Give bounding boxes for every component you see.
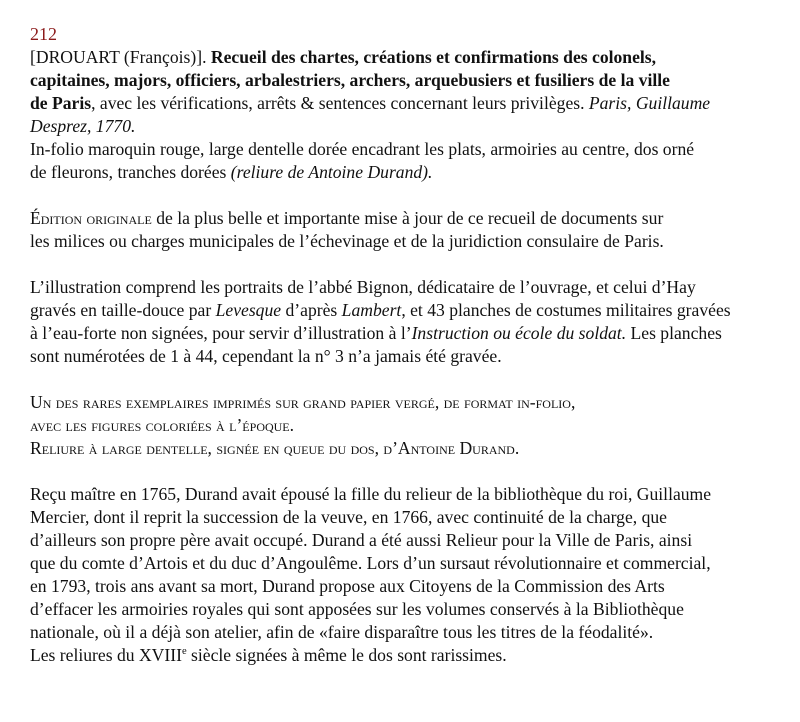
biography-line-7: nationale, où il a déjà son atelier, afin de «faire disparaître tous les titres de la féodalité». xyxy=(30,622,654,642)
engraver-name: Levesque xyxy=(215,300,282,320)
edition-line-2: les milices ou charges municipales de l’échevinage et de la juridiction consulaire de Paris. xyxy=(30,231,664,251)
title-line-3 xyxy=(30,92,770,115)
title-line-1 xyxy=(30,46,770,69)
edition-text: de la plus belle et importante mise à jour de ce recueil de documents sur xyxy=(151,208,664,228)
illustration-text: Les planches xyxy=(626,323,722,343)
catalogue-entry xyxy=(30,46,770,667)
biography-line-6: d’effacer les armoiries royales qui sont apposées sur les volumes conservés à la Bibliothèque xyxy=(30,599,684,619)
biography-text: siècle signées à même le dos sont rarissimes. xyxy=(186,645,507,665)
illustration-line-1: L’illustration comprend les portraits de l’abbé Bignon, dédicataire de l’ouvrage, et celui d’Hay xyxy=(30,277,696,297)
paragraph-gap xyxy=(30,184,770,207)
illustration-line-3 xyxy=(30,322,770,345)
biography-line-3: d’ailleurs son propre père avait occupé. Durand a été aussi Relieur pour la Ville de Paris, ainsi xyxy=(30,530,693,550)
edition-line-1 xyxy=(30,207,770,230)
copy-note-line-3: Reliure à large dentelle, signée en queue du dos, d’Antoine Durand. xyxy=(30,438,520,458)
book-title-cont: capitaines, majors, officiers, arbalestriers, archers, arquebusiers et fusiliers de la ville xyxy=(30,70,670,90)
referenced-work: Instruction ou école du soldat. xyxy=(411,323,627,343)
illustration-line-4: sont numérotées de 1 à 44, cependant la n° 3 n’a jamais été gravée. xyxy=(30,346,502,366)
title-line-2 xyxy=(30,69,770,92)
illustration-text: à l’eau-forte non signées, pour servir d’illustration à l’ xyxy=(30,323,412,343)
paragraph-gap xyxy=(30,368,770,391)
illustration-text: , et 43 planches de costumes militaires gravées xyxy=(401,300,731,320)
biography-line-2: Mercier, dont il reprit la succession de la veuve, en 1766, avec continuité de la charge, que xyxy=(30,507,667,527)
lot-number: 212 xyxy=(30,24,57,44)
binder-attribution: (reliure de Antoine Durand). xyxy=(230,162,433,182)
biography-line-4: que du comte d’Artois et du duc d’Angoulême. Lors d’un sursaut révolutionnaire et commercial, xyxy=(30,553,711,573)
author-name: [DROUART (François)]. xyxy=(30,47,211,67)
paragraph-gap xyxy=(30,460,770,483)
century-superscript: e xyxy=(181,646,187,658)
edition-label: Édition originale xyxy=(30,208,152,228)
binding-text: de fleurons, tranches dorées xyxy=(30,162,231,182)
illustration-line-2 xyxy=(30,299,770,322)
title-description: , avec les vérifications, arrêts & sentences concernant leurs privilèges. xyxy=(91,93,589,113)
artist-name: Lambert xyxy=(341,300,402,320)
binding-line-1: In-folio maroquin rouge, large dentelle dorée encadrant les plats, armoiries au centre, dos orné xyxy=(30,139,695,159)
biography-line-1: Reçu maître en 1765, Durand avait épousé la fille du relieur de la bibliothèque du roi, Guillaume xyxy=(30,484,712,504)
binding-line-2 xyxy=(30,161,770,184)
biography-line-8 xyxy=(30,644,770,667)
illustration-text: gravés en taille-douce par xyxy=(30,300,216,320)
illustration-text: d’après xyxy=(281,300,342,320)
copy-note-line-1: Un des rares exemplaires imprimés sur grand papier vergé, de format in-folio, xyxy=(30,392,576,412)
biography-line-5: en 1793, trois ans avant sa mort, Durand propose aux Citoyens de la Commission des Arts xyxy=(30,576,665,596)
title-line-4 xyxy=(30,115,770,138)
paragraph-gap xyxy=(30,253,770,276)
biography-text: Les reliures du XVIII xyxy=(30,645,182,665)
imprint: Paris, Guillaume xyxy=(588,93,711,113)
imprint-cont: Desprez, 1770. xyxy=(30,116,136,136)
book-title-end: de Paris xyxy=(30,93,92,113)
copy-note-line-2: avec les figures coloriées à l’époque. xyxy=(30,415,295,435)
book-title: Recueil des chartes, créations et confirmations des colonels, xyxy=(210,47,657,67)
